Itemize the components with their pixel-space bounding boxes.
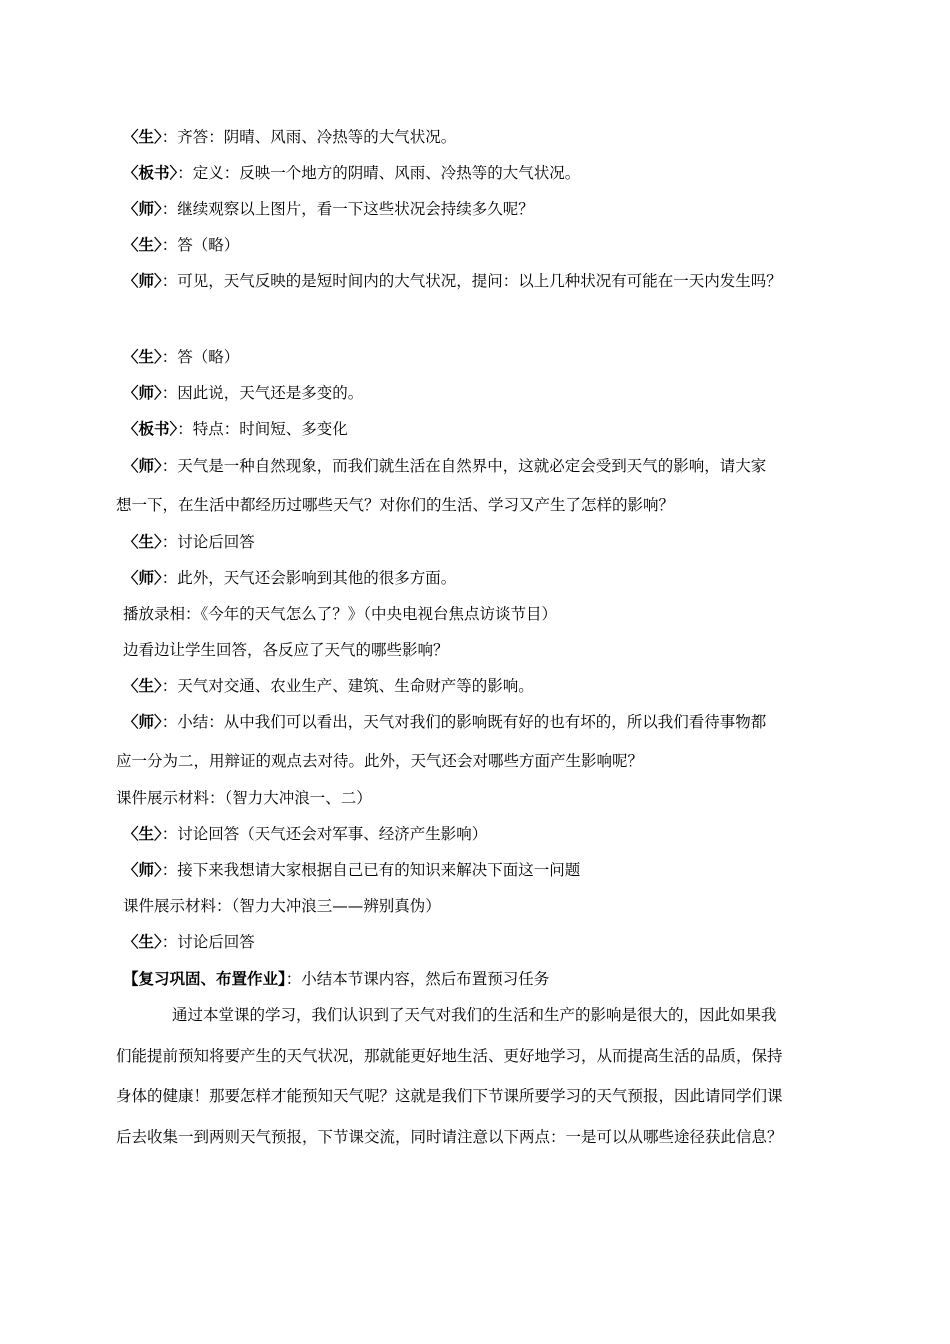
line-text: ：齐答：阴晴、风雨、冷热等的大气状况。	[161, 128, 457, 146]
paragraph-line	[116, 1086, 783, 1106]
line-text: 后去收集一到两则天气预报，下节课交流，同时请注意以下两点：一是可以从哪些途径获此信息？	[116, 1128, 783, 1146]
speaker-tag: 〈板书〉	[123, 420, 178, 438]
paragraph-line	[172, 1005, 777, 1025]
dialogue-line	[123, 347, 239, 367]
line-text: ：小结本节课内容，然后布置预习任务	[285, 970, 550, 988]
speaker-tag: 〈生〉	[123, 128, 162, 146]
line-text: ：小结：从中我们可以看出，天气对我们的影响既有好的也有坏的，所以我们看待事物都	[161, 713, 767, 731]
instruction-line	[123, 640, 449, 660]
line-text: 身体的健康！那要怎样才能预知天气呢？这就是我们下节课所要学习的天气预报，因此请同学们课	[116, 1087, 783, 1105]
instruction-line	[123, 604, 557, 624]
continuation-line	[116, 751, 643, 771]
instruction-line	[116, 788, 372, 808]
speaker-tag: 〈师〉	[123, 457, 162, 475]
speaker-tag: 〈生〉	[123, 348, 162, 366]
line-text: 们能提前预知将要产生的天气状况，那就能更好地生活、更好地学习，从而提高生活的品质，保持	[116, 1047, 783, 1065]
paragraph-line	[116, 1127, 783, 1147]
section-heading-line	[123, 969, 549, 989]
speaker-tag: 〈师〉	[123, 200, 162, 218]
line-text: 想一下，在生活中都经历过哪些天气？对你们的生活、学习又产生了怎样的影响？	[116, 496, 675, 514]
line-text: 应一分为二，用辩证的观点去对待。此外，天气还会对哪些方面产生影响呢？	[116, 752, 644, 770]
line-text: ：因此说，天气还是多变的。	[161, 384, 364, 402]
line-text: ：答（略）	[161, 236, 240, 254]
line-text: ：讨论回答（天气还会对军事、经济产生影响）	[161, 825, 488, 843]
dialogue-line	[123, 127, 456, 147]
line-text: 课件展示材料：（智力大冲浪三——辨别真伪）	[123, 897, 441, 915]
dialogue-line	[123, 932, 255, 952]
dialogue-line	[123, 235, 239, 255]
dialogue-line	[123, 676, 534, 696]
instruction-line	[123, 896, 441, 916]
dialogue-line	[123, 824, 487, 844]
line-text: ：可见，天气反映的是短时间内的大气状况，提问：以上几种状况有可能在一天内发生吗？	[161, 272, 782, 290]
speaker-tag: 〈师〉	[123, 713, 162, 731]
dialogue-line	[123, 456, 766, 476]
line-text: ：讨论后回答	[161, 533, 255, 551]
speaker-tag: 〈师〉	[123, 384, 162, 402]
speaker-tag: 〈生〉	[123, 825, 162, 843]
dialogue-line	[123, 532, 255, 552]
dialogue-line	[123, 568, 456, 588]
line-text: ：答（略）	[161, 348, 240, 366]
line-text: ：接下来我想请大家根据自己已有的知识来解决下面这一问题	[161, 861, 581, 879]
speaker-tag: 〈生〉	[123, 533, 162, 551]
speaker-tag: 〈生〉	[123, 236, 162, 254]
dialogue-line	[123, 860, 580, 880]
line-text: 播放录相：《今年的天气怎么了？》（中央电视台焦点访谈节目）	[123, 605, 558, 623]
line-text: ：定义：反映一个地方的阴晴、风雨、冷热等的大气状况。	[177, 164, 581, 182]
paragraph-line	[116, 1046, 783, 1066]
speaker-tag: 〈生〉	[123, 677, 162, 695]
line-text: 通过本堂课的学习，我们认识到了天气对我们的生活和生产的影响是很大的，因此如果我	[172, 1006, 777, 1024]
line-text: ：天气对交通、农业生产、建筑、生命财产等的影响。	[161, 677, 534, 695]
speaker-tag: 〈师〉	[123, 569, 162, 587]
line-text: ：继续观察以上图片，看一下这些状况会持续多久呢？	[161, 200, 534, 218]
line-text: 边看边让学生回答，各反应了天气的哪些影响？	[123, 641, 449, 659]
speaker-tag: 〈板书〉	[123, 164, 178, 182]
dialogue-line	[123, 419, 348, 439]
dialogue-line	[123, 383, 363, 403]
line-text: ：此外，天气还会影响到其他的很多方面。	[161, 569, 457, 587]
line-text: ：天气是一种自然现象，而我们就生活在自然界中，这就必定会受到天气的影响，请大家	[161, 457, 767, 475]
line-text: ：讨论后回答	[161, 933, 255, 951]
line-text: 课件展示材料：（智力大冲浪一、二）	[116, 789, 372, 807]
speaker-tag: 〈师〉	[123, 861, 162, 879]
dialogue-line	[123, 712, 766, 732]
continuation-line	[116, 495, 674, 515]
speaker-tag: 〈师〉	[123, 272, 162, 290]
dialogue-line	[123, 163, 580, 183]
dialogue-line	[123, 199, 534, 219]
line-text: ：特点：时间短、多变化	[177, 420, 348, 438]
speaker-tag: 〈生〉	[123, 933, 162, 951]
section-heading: 【复习巩固、布置作业】	[123, 970, 286, 988]
dialogue-line	[123, 271, 782, 291]
